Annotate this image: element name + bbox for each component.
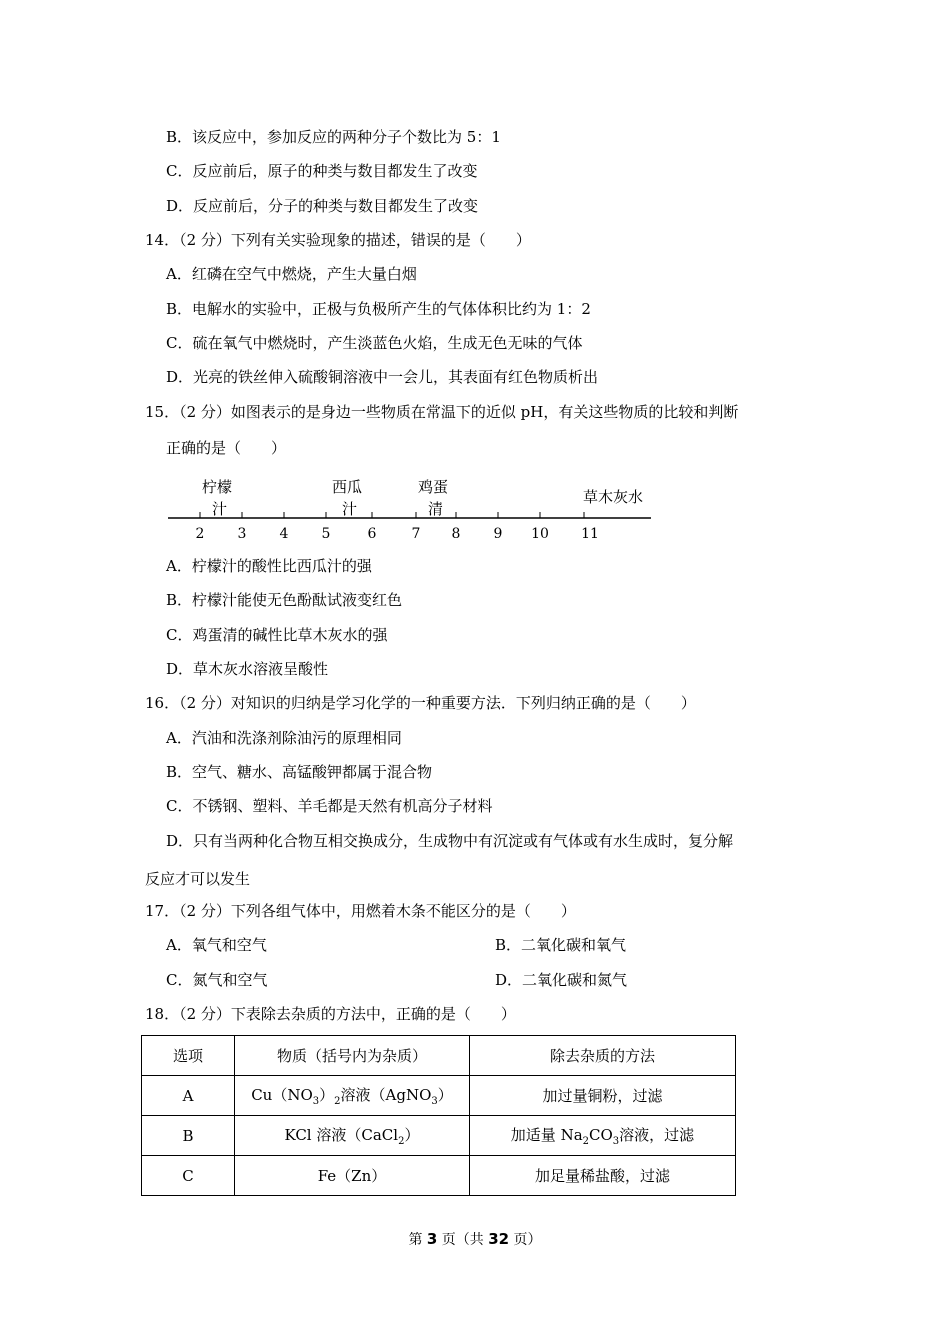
tick-label: 6 bbox=[367, 526, 377, 542]
tick-label: 8 bbox=[451, 526, 461, 542]
formula-part: Cu（NO bbox=[251, 1086, 313, 1104]
table-cell-substance bbox=[235, 1076, 470, 1116]
formula-subscript: 2 bbox=[398, 1136, 405, 1147]
table-row bbox=[142, 1156, 736, 1196]
q16-option-c: C．不锈钢、塑料、羊毛都是天然有机高分子材料 bbox=[166, 797, 493, 815]
formula-subscript: 3 bbox=[431, 1096, 438, 1107]
table-header-cell: 除去杂质的方法 bbox=[470, 1036, 736, 1076]
q17-option-b: B．二氧化碳和氧气 bbox=[495, 936, 627, 954]
table-cell-method bbox=[470, 1116, 736, 1156]
q15-option-c: C．鸡蛋清的碱性比草木灰水的强 bbox=[166, 626, 388, 644]
formula-subscript: 3 bbox=[312, 1096, 320, 1107]
q15-option-b: B．柠檬汁能使无色酚酞试液变红色 bbox=[166, 591, 403, 609]
q17-stem: 17．（2 分）下列各组气体中，用燃着木条不能区分的是（ ） bbox=[145, 902, 576, 920]
tick-label: 9 bbox=[493, 526, 503, 542]
q17-option-c: C．氮气和空气 bbox=[166, 971, 268, 989]
q16-option-b: B．空气、糖水、高锰酸钾都属于混合物 bbox=[166, 763, 433, 781]
table-header-cell: 物质（括号内为杂质） bbox=[235, 1036, 470, 1076]
footer-page-number: 3 bbox=[426, 1230, 438, 1248]
q16-option-d-line2: 反应才可以发生 bbox=[145, 870, 251, 888]
formula-part: KCl 溶液（CaCl bbox=[284, 1126, 399, 1144]
q13-option-b: B．该反应中，参加反应的两种分子个数比为 5：1 bbox=[166, 128, 501, 146]
q15-option-a: A．柠檬汁的酸性比西瓜汁的强 bbox=[166, 557, 372, 575]
table-cell-method: 加足量稀盐酸，过滤 bbox=[470, 1156, 736, 1196]
tick-label: 3 bbox=[237, 526, 247, 542]
label-watermelon-2: 汁 bbox=[342, 500, 358, 518]
ph-scale-figure bbox=[166, 470, 656, 546]
tick-label: 7 bbox=[411, 526, 421, 542]
label-egg-1: 鸡蛋 bbox=[418, 478, 449, 496]
table-header-row bbox=[142, 1036, 736, 1076]
table-cell-option: C bbox=[142, 1156, 235, 1196]
table-cell-method: 加过量铜粉，过滤 bbox=[470, 1076, 736, 1116]
formula-subscript: 2 bbox=[334, 1096, 341, 1107]
table-cell-option: A bbox=[142, 1076, 235, 1116]
footer-middle: 页（共 bbox=[437, 1232, 489, 1248]
footer-suffix: 页） bbox=[509, 1232, 542, 1248]
q17-option-d: D．二氧化碳和氮气 bbox=[495, 971, 628, 989]
q14-option-b: B．电解水的实验中，正极与负极所产生的气体体积比约为 1：2 bbox=[166, 300, 591, 318]
q15-stem-line1: 15．（2 分）如图表示的是身边一些物质在常温下的近似 pH，有关这些物质的比较和判断 bbox=[145, 403, 739, 421]
label-lemon-2: 汁 bbox=[212, 500, 228, 518]
q16-stem: 16．（2 分）对知识的归纳是学习化学的一种重要方法．下列归纳正确的是（ ） bbox=[145, 694, 696, 712]
formula-subscript: 3 bbox=[612, 1136, 620, 1147]
q14-option-a: A．红磷在空气中燃烧，产生大量白烟 bbox=[166, 265, 417, 283]
tick-label: 2 bbox=[195, 526, 205, 542]
formula-part: CO bbox=[589, 1126, 613, 1144]
formula-part: 加适量 Na bbox=[510, 1126, 583, 1144]
formula-part: ） bbox=[404, 1126, 420, 1144]
label-egg-2: 清 bbox=[428, 500, 444, 518]
tick-label: 4 bbox=[279, 526, 289, 542]
table-row bbox=[142, 1076, 736, 1116]
footer-total-pages: 32 bbox=[488, 1230, 510, 1248]
table-header-cell: 选项 bbox=[142, 1036, 235, 1076]
q16-option-d-line1: D．只有当两种化合物互相交换成分，生成物中有沉淀或有气体或有水生成时，复分解 bbox=[166, 832, 734, 850]
q14-option-d: D．光亮的铁丝伸入硫酸铜溶液中一会儿，其表面有红色物质析出 bbox=[166, 368, 599, 386]
tick-label: 10 bbox=[531, 526, 549, 542]
table-cell-substance bbox=[235, 1116, 470, 1156]
label-ash-water: 草木灰水 bbox=[583, 488, 644, 506]
label-watermelon-1: 西瓜 bbox=[332, 478, 363, 496]
ph-scale-ticks bbox=[200, 512, 584, 518]
q16-option-a: A．汽油和洗涤剂除油污的原理相同 bbox=[166, 729, 402, 747]
q15-stem-line2: 正确的是（ ） bbox=[166, 439, 287, 457]
table-cell-substance: Fe（Zn） bbox=[235, 1156, 470, 1196]
q18-stem: 18．（2 分）下表除去杂质的方法中，正确的是（ ） bbox=[145, 1005, 516, 1023]
q14-option-c: C．硫在氧气中燃烧时，产生淡蓝色火焰，生成无色无味的气体 bbox=[166, 334, 583, 352]
formula-part: 溶液，过滤 bbox=[619, 1126, 695, 1144]
formula-subscript: 2 bbox=[582, 1136, 590, 1147]
q13-option-c: C．反应前后，原子的种类与数目都发生了改变 bbox=[166, 162, 478, 180]
tick-label: 11 bbox=[581, 526, 599, 542]
footer-prefix: 第 bbox=[408, 1232, 427, 1248]
q15-option-d: D．草木灰水溶液呈酸性 bbox=[166, 660, 329, 678]
page-footer bbox=[0, 1229, 950, 1249]
label-lemon-1: 柠檬 bbox=[202, 478, 233, 496]
impurity-removal-table bbox=[141, 1035, 736, 1196]
tick-label: 5 bbox=[321, 526, 331, 542]
table-cell-option: B bbox=[142, 1116, 235, 1156]
formula-part: ） bbox=[319, 1086, 335, 1104]
q14-stem: 14．（2 分）下列有关实验现象的描述，错误的是（ ） bbox=[145, 231, 531, 249]
q17-option-a: A．氧气和空气 bbox=[166, 936, 267, 954]
q13-option-d: D．反应前后，分子的种类与数目都发生了改变 bbox=[166, 197, 479, 215]
formula-part: ） bbox=[437, 1086, 453, 1104]
table-row bbox=[142, 1116, 736, 1156]
formula-part: 溶液（AgNO bbox=[340, 1086, 432, 1104]
